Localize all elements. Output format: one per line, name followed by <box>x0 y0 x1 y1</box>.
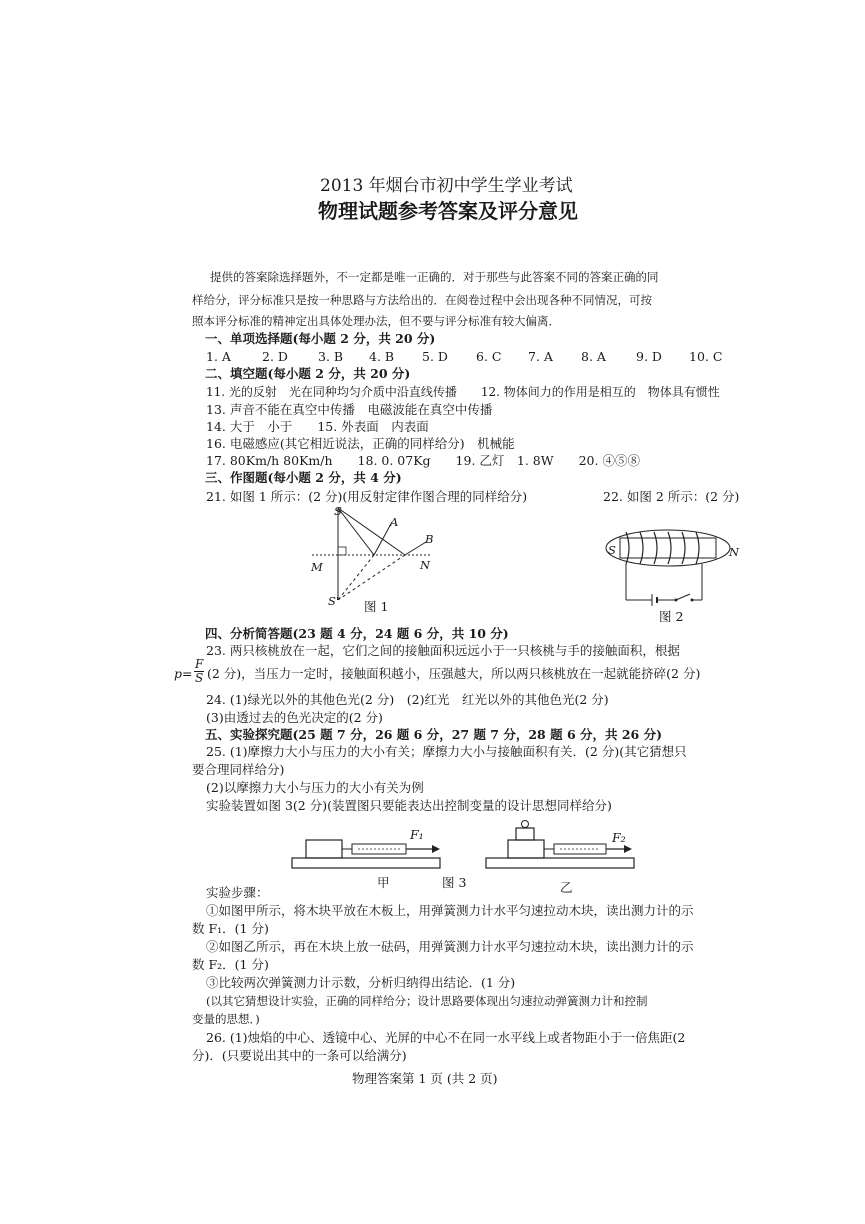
fig2-label-n: N <box>729 545 740 559</box>
step-1-line-1: ①如图甲所示，将木块平放在木板上，用弹簧测力计水平匀速拉动木块，读出测力计的示 <box>206 903 694 918</box>
page-footer: 物理答案第 1 页 (共 2 页) <box>352 1071 498 1086</box>
exam-title: 2013 年烟台市初中学生学业考试 <box>320 176 573 196</box>
mc-answer-4: 4. B <box>369 349 395 364</box>
q23-fraction-numerator: F <box>195 657 204 671</box>
fig3-label-yi: 乙 <box>560 880 573 895</box>
section-3-heading: 三、作图题(每小题 2 分，共 4 分) <box>205 470 402 485</box>
answer-key-title: 物理试题参考答案及评分意见 <box>318 199 578 223</box>
fig3-force-f1: F₁ <box>410 827 424 842</box>
note-line-2: 变量的思想．) <box>192 1012 260 1026</box>
fig1-label-a: A <box>390 515 399 529</box>
q25-line-2: 要合理同样给分) <box>192 762 285 777</box>
fig1-caption: 图 1 <box>364 599 389 614</box>
section-4-heading: 四、分析简答题(23 题 4 分，24 题 6 分，共 10 分) <box>205 626 509 641</box>
q25-line-4: 实验装置如图 3(2 分)(装置图只要能表达出控制变量的设计思想同样给分) <box>206 798 612 813</box>
step-2-line-1: ②如图乙所示，再在木块上放一砝码，用弹簧测力计水平匀速拉动木块，读出测力计的示 <box>206 939 694 954</box>
q23-line-2: (2 分)，当压力一定时，接触面积越小，压强越大，所以两只核桃放在一起就能挤碎(2 分) <box>207 666 701 681</box>
fig1-label-n: N <box>420 558 431 572</box>
fig1-label-s-image: S' <box>328 594 340 608</box>
step-1-line-2: 数 F₁．(1 分) <box>192 921 269 936</box>
figure-3-friction-apparatus <box>290 818 650 880</box>
figure-2-solenoid-diagram <box>602 524 740 614</box>
fig1-label-m: M <box>311 560 323 574</box>
mc-answer-8: 8. A <box>581 349 606 364</box>
section-1-heading: 一、单项选择题(每小题 2 分，共 20 分) <box>205 331 436 346</box>
q26-line-1: 26. (1)烛焰的中心、透镜中心、光屏的中心不在同一水平线上或者物距小于一倍焦距(2 <box>206 1030 686 1045</box>
steps-title: 实验步骤： <box>206 885 269 900</box>
mc-answer-5: 5. D <box>422 349 448 364</box>
fill-line-17-20: 17. 80Km/h 80Km/h 18. 0. 07Kg 19. 乙灯 1. 8W 20. ④⑤⑧ <box>206 453 640 468</box>
mc-answer-7: 7. A <box>528 349 553 364</box>
fig3-label-jia: 甲 <box>377 875 390 890</box>
fig1-label-b: B <box>425 532 434 546</box>
mc-answer-1: 1. A <box>206 349 231 364</box>
fig2-caption: 图 2 <box>659 609 684 624</box>
fig3-force-f2: F₂ <box>612 830 626 845</box>
mc-answer-9: 9. D <box>636 349 662 364</box>
section-2-heading: 二、填空题(每小题 2 分，共 20 分) <box>205 366 411 381</box>
fill-line-16: 16. 电磁感应(其它相近说法，正确的同样给分) 机械能 <box>206 436 515 451</box>
q24-line-1: 24. (1)绿光以外的其他色光(2 分) (2)红光 红光以外的其他色光(2 分) <box>206 692 609 707</box>
fig3-caption: 图 3 <box>442 875 467 890</box>
fig1-label-s: S <box>334 504 342 518</box>
q23-pressure-fraction <box>194 658 204 685</box>
step-3: ③比较两次弹簧测力计示数，分析归纳得出结论．(1 分) <box>206 975 516 990</box>
mc-answer-6: 6. C <box>476 349 502 364</box>
q24-line-2: (3)由透过去的色光决定的(2 分) <box>206 710 383 725</box>
q23-fraction-denominator: S <box>195 671 204 685</box>
q23-formula-p: p= <box>174 666 193 681</box>
fig2-label-s: S <box>608 543 616 557</box>
q22-answer: 22. 如图 2 所示：(2 分) <box>603 489 740 504</box>
mc-answer-3: 3. B <box>318 349 344 364</box>
mc-answer-2: 2. D <box>262 349 288 364</box>
q25-line-1: 25. (1)摩擦力大小与压力的大小有关；摩擦力大小与接触面积有关．(2 分)(其它猜想只 <box>206 744 687 759</box>
q23-line-1: 23. 两只核桃放在一起，它们之间的接触面积远远小于一只核桃与手的接触面积，根据 <box>206 643 680 658</box>
fill-line-11-12: 11. 光的反射 光在同种均匀介质中沿直线传播 12. 物体间力的作用是相互的 物体具有惯性 <box>206 385 720 399</box>
q26-line-2: 分)．(只要说出其中的一条可以给满分) <box>192 1048 407 1063</box>
intro-line-1: 提供的答案除选择题外，不一定都是唯一正确的．对于那些与此答案不同的答案正确的同 <box>210 270 659 284</box>
q25-line-3: (2)以摩擦力大小与压力的大小有关为例 <box>206 780 424 795</box>
fill-line-14-15: 14. 大于 小于 15. 外表面 内表面 <box>206 419 429 434</box>
section-5-heading: 五、实验探究题(25 题 7 分，26 题 6 分，27 题 7 分，28 题 6 分，共 26 分) <box>205 727 663 742</box>
intro-line-3: 照本评分标准的精神定出具体处理办法，但不要与评分标准有较大偏离． <box>192 314 560 328</box>
step-2-line-2: 数 F₂．(1 分) <box>192 957 269 972</box>
q21-answer: 21. 如图 1 所示：(2 分)(用反射定律作图合理的同样给分) <box>206 489 528 504</box>
note-line-1: (以其它猜想设计实验，正确的同样给分；设计思路要体现出匀速拉动弹簧测力计和控制 <box>206 994 648 1008</box>
fill-line-13: 13. 声音不能在真空中传播 电磁波能在真空中传播 <box>206 402 493 417</box>
intro-line-2: 样给分，评分标准只是按一种思路与方法给出的．在阅卷过程中会出现各种不同情况，可按 <box>192 293 652 307</box>
mc-answer-10: 10. C <box>689 349 723 364</box>
